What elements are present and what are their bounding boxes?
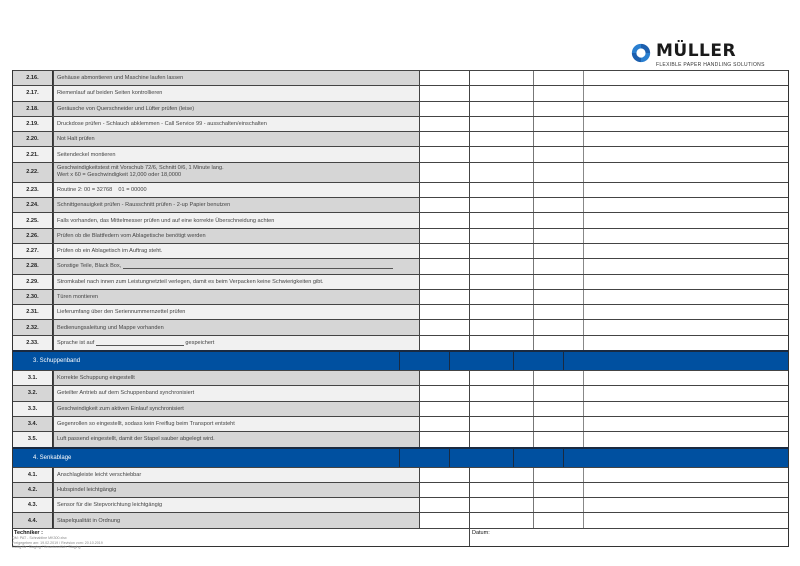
check-cell-b[interactable] — [469, 432, 533, 446]
remarks-cell[interactable] — [583, 259, 788, 273]
check-cell-a[interactable] — [419, 259, 469, 273]
row-text — [53, 163, 419, 182]
check-cell-c[interactable] — [533, 290, 583, 304]
row-number: 3.5. — [13, 432, 53, 446]
check-cell-c[interactable] — [533, 320, 583, 334]
check-cell-b[interactable] — [469, 117, 533, 131]
document-meta — [12, 536, 103, 550]
table-row — [13, 197, 788, 212]
row-text: Riemenlauf auf beiden Seiten kontrollieren — [53, 86, 419, 100]
check-cell-b[interactable] — [469, 386, 533, 400]
header-cell — [449, 449, 513, 467]
check-cell-a[interactable] — [419, 336, 469, 350]
date-label: Datum: — [472, 529, 490, 536]
remarks-cell[interactable] — [583, 147, 788, 161]
check-cell-b[interactable] — [469, 371, 533, 385]
header-cell — [563, 352, 788, 370]
row-number: 2.21. — [13, 147, 53, 161]
row-text: Türen montieren — [53, 290, 419, 304]
table-row — [13, 101, 788, 116]
row-number: 2.24. — [13, 198, 53, 212]
section-title — [33, 449, 399, 467]
row-number: 2.25. — [13, 213, 53, 227]
header-cell — [399, 449, 449, 467]
table-row — [13, 146, 788, 161]
remarks-cell[interactable] — [583, 402, 788, 416]
table-row — [13, 274, 788, 289]
row-number: 2.27. — [13, 244, 53, 258]
check-cell-b[interactable] — [469, 498, 533, 512]
muller-swirl-icon — [630, 42, 652, 64]
remarks-cell[interactable] — [583, 468, 788, 482]
check-cell-b[interactable] — [469, 198, 533, 212]
check-cell-c[interactable] — [533, 275, 583, 289]
check-cell-a[interactable] — [419, 386, 469, 400]
logo-tagline: FLEXIBLE PAPER HANDLING SOLUTIONS — [656, 62, 765, 68]
remarks-cell[interactable] — [583, 371, 788, 385]
row-text: Hubspindel leichtgängig — [53, 483, 419, 497]
check-cell-b[interactable] — [469, 320, 533, 334]
remarks-cell[interactable] — [583, 432, 788, 446]
row-text: Falls vorhanden, das Mittelmesser prüfen und auf eine korrekte Überschneidung achten — [53, 213, 419, 227]
meta-line-2: Freigegeben am: 19.02.2019 / Revision vom: 20.10.2019 — [12, 540, 103, 545]
row-text: Prüfen ob die Blattfedern vom Ablagetische benötigt werden — [53, 229, 419, 243]
table-row — [13, 85, 788, 100]
check-cell-b[interactable] — [469, 468, 533, 482]
table-row — [13, 258, 788, 273]
muller-logo — [630, 40, 765, 70]
row-number: 4.4. — [13, 513, 53, 527]
row-number: 4.1. — [13, 468, 53, 482]
table-row — [13, 385, 788, 400]
row-text: Geräusche von Querschneider und Lüfter prüfen (leise) — [53, 102, 419, 116]
table-row — [13, 482, 788, 497]
table-row — [13, 416, 788, 431]
section-title-text: 4. Senkablage — [33, 454, 72, 461]
check-cell-c[interactable] — [533, 371, 583, 385]
header-cell — [513, 449, 563, 467]
row-text: Gegenrollen so eingestellt, sodass kein Freiflug beim Transport entsteht — [53, 417, 419, 431]
technician-label: Techniker : — [14, 529, 43, 536]
section-title — [33, 352, 399, 370]
check-cell-b[interactable] — [469, 183, 533, 197]
check-cell-a[interactable] — [419, 163, 469, 182]
remarks-cell[interactable] — [583, 386, 788, 400]
remarks-cell[interactable] — [583, 275, 788, 289]
row-number: 2.23. — [13, 183, 53, 197]
check-cell-a[interactable] — [419, 198, 469, 212]
check-cell-c[interactable] — [533, 198, 583, 212]
table-row — [13, 116, 788, 131]
row-number: 3.4. — [13, 417, 53, 431]
row-number: 4.3. — [13, 498, 53, 512]
check-cell-a[interactable] — [419, 483, 469, 497]
check-cell-c[interactable] — [533, 513, 583, 527]
remarks-cell[interactable] — [583, 117, 788, 131]
check-cell-c[interactable] — [533, 71, 583, 85]
row-text: Seitendeckel montieren — [53, 147, 419, 161]
table-row — [13, 335, 788, 350]
check-cell-a[interactable] — [419, 320, 469, 334]
signature-row — [13, 528, 788, 546]
row-text: Luft passend eingestellt, damit der Stapel sauber abgelegt wird. — [53, 432, 419, 446]
table-row — [13, 70, 788, 85]
date-field[interactable] — [469, 529, 788, 546]
row-number: 3.3. — [13, 402, 53, 416]
remarks-cell[interactable] — [583, 320, 788, 334]
row-number: 3.1. — [13, 371, 53, 385]
remarks-cell[interactable] — [583, 244, 788, 258]
check-cell-a[interactable] — [419, 290, 469, 304]
row-text: Bedienungsaleitung und Mappe vorhanden — [53, 320, 419, 334]
check-cell-c[interactable] — [533, 183, 583, 197]
check-cell-b[interactable] — [469, 259, 533, 273]
check-cell-a[interactable] — [419, 417, 469, 431]
check-cell-a[interactable] — [419, 213, 469, 227]
check-cell-c[interactable] — [533, 432, 583, 446]
check-cell-b[interactable] — [469, 305, 533, 319]
table-row — [13, 243, 788, 258]
check-cell-c[interactable] — [533, 244, 583, 258]
row-number: 2.31. — [13, 305, 53, 319]
check-cell-b[interactable] — [469, 417, 533, 431]
remarks-cell[interactable] — [583, 132, 788, 146]
check-cell-b[interactable] — [469, 275, 533, 289]
check-cell-a[interactable] — [419, 402, 469, 416]
table-row — [13, 228, 788, 243]
meta-line-1: QM: PAT - Schnabline MK300.xlsx — [12, 536, 67, 540]
row-text: Sensor für die Stepvorichtung leichtgängig — [53, 498, 419, 512]
meta-line-3: Gültig für: Staging / Verantwortlich: Staging — [12, 545, 81, 550]
row-number: 2.22. — [13, 163, 53, 182]
row-number: 2.32. — [13, 320, 53, 334]
remarks-cell[interactable] — [583, 213, 788, 227]
row-number: 2.33. — [13, 336, 53, 350]
remarks-cell[interactable] — [583, 183, 788, 197]
check-cell-b[interactable] — [469, 132, 533, 146]
section-title-text: 3. Schuppenband — [33, 358, 81, 365]
row-text: Routine 2: 00 = 32768 01 = 00000 — [53, 183, 419, 197]
row-number: 2.18. — [13, 102, 53, 116]
check-cell-c[interactable] — [533, 229, 583, 243]
header-cell — [513, 352, 563, 370]
row-number: 2.19. — [13, 117, 53, 131]
section-header-schuppenband — [13, 350, 788, 370]
check-cell-c[interactable] — [533, 132, 583, 146]
row-number: 2.16. — [13, 71, 53, 85]
table-row — [13, 289, 788, 304]
row-number: 3.2. — [13, 386, 53, 400]
check-cell-a[interactable] — [419, 147, 469, 161]
row-text: Druckdose prüfen - Schlauch abklemmen - Call Service 99 - ausschalten/einschalten — [53, 117, 419, 131]
check-cell-b[interactable] — [469, 102, 533, 116]
check-cell-b[interactable] — [469, 86, 533, 100]
table-row — [13, 182, 788, 197]
check-cell-b[interactable] — [469, 513, 533, 527]
check-cell-c[interactable] — [533, 468, 583, 482]
check-cell-b[interactable] — [469, 229, 533, 243]
remarks-cell[interactable] — [583, 86, 788, 100]
remarks-cell[interactable] — [583, 483, 788, 497]
table-row — [13, 497, 788, 512]
checklist-table — [12, 70, 789, 547]
remarks-cell[interactable] — [583, 71, 788, 85]
check-cell-a[interactable] — [419, 244, 469, 258]
remarks-cell[interactable] — [583, 102, 788, 116]
table-row — [13, 431, 788, 446]
row-text-label: Sonstige Teile, Black Box, — [57, 263, 123, 270]
row-text: Geschwindigkeit zum aktiven Einlauf synchronisiert — [53, 402, 419, 416]
check-cell-c[interactable] — [533, 163, 583, 182]
check-cell-a[interactable] — [419, 183, 469, 197]
table-row — [13, 467, 788, 482]
header-cell — [563, 449, 788, 467]
remarks-cell[interactable] — [583, 513, 788, 527]
row-number: 2.20. — [13, 132, 53, 146]
check-cell-a[interactable] — [419, 86, 469, 100]
check-cell-b[interactable] — [469, 163, 533, 182]
language-fill-in-line[interactable] — [96, 340, 184, 346]
row-number: 2.29. — [13, 275, 53, 289]
check-cell-c[interactable] — [533, 417, 583, 431]
row-text: Lieferumfang über den Seriennummernzettel prüfen — [53, 305, 419, 319]
row-number: 2.28. — [13, 259, 53, 273]
check-cell-b[interactable] — [469, 290, 533, 304]
check-cell-a[interactable] — [419, 229, 469, 243]
check-cell-a[interactable] — [419, 275, 469, 289]
logo-wordmark: MÜLLER — [656, 41, 737, 61]
check-cell-c[interactable] — [533, 305, 583, 319]
header-cell — [399, 352, 449, 370]
table-row — [13, 304, 788, 319]
row-text: Gehäuse abmontieren und Maschine laufen lassen — [53, 71, 419, 85]
check-cell-c[interactable] — [533, 336, 583, 350]
row-text-line-1: Geschwindigkeitstest mit Vorschub 72/6, Schnitt 0/6, 1 Minute lang. — [57, 165, 224, 172]
row-text: Geteilter Antrieb auf dem Schuppenband synchronisiert — [53, 386, 419, 400]
check-cell-c[interactable] — [533, 102, 583, 116]
table-row — [13, 401, 788, 416]
check-cell-a[interactable] — [419, 498, 469, 512]
check-cell-c[interactable] — [533, 117, 583, 131]
table-row — [13, 319, 788, 334]
check-cell-c[interactable] — [533, 213, 583, 227]
row-text: Korrekte Schuppung eingestellt — [53, 371, 419, 385]
table-row — [13, 370, 788, 385]
check-cell-a[interactable] — [419, 432, 469, 446]
check-cell-c[interactable] — [533, 86, 583, 100]
row-text: Stromkabel nach innen zum Leistungnetzteil verlegen, damit es beim Verpacken keine Schwierigkeiten gibt. — [53, 275, 419, 289]
check-cell-b[interactable] — [469, 402, 533, 416]
remarks-cell[interactable] — [583, 198, 788, 212]
check-cell-b[interactable] — [469, 244, 533, 258]
check-cell-b[interactable] — [469, 147, 533, 161]
check-cell-b[interactable] — [469, 336, 533, 350]
table-row — [13, 212, 788, 227]
remarks-cell[interactable] — [583, 229, 788, 243]
check-cell-c[interactable] — [533, 147, 583, 161]
check-cell-a[interactable] — [419, 371, 469, 385]
check-cell-a[interactable] — [419, 132, 469, 146]
row-text-suffix: gespeichert — [183, 339, 215, 346]
check-cell-a[interactable] — [419, 117, 469, 131]
row-text-line-2: Wert x 60 = Geschwindigkeit 12,000 oder 18,0000 — [57, 172, 182, 179]
row-text — [53, 259, 419, 273]
check-cell-a[interactable] — [419, 513, 469, 527]
remarks-cell[interactable] — [583, 290, 788, 304]
row-text: Not Halt prüfen — [53, 132, 419, 146]
check-cell-b[interactable] — [469, 483, 533, 497]
check-cell-b[interactable] — [469, 213, 533, 227]
row-number: 4.2. — [13, 483, 53, 497]
row-number: 2.26. — [13, 229, 53, 243]
row-text: Schnittgenauigkeit prüfen - Rausschnitt prüfen - 2-up Papier benutzen — [53, 198, 419, 212]
check-cell-a[interactable] — [419, 305, 469, 319]
row-text: Stapelqualität in Ordnung — [53, 513, 419, 527]
table-row — [13, 162, 788, 182]
remarks-cell[interactable] — [583, 163, 788, 182]
check-cell-a[interactable] — [419, 102, 469, 116]
header-cell — [449, 352, 513, 370]
row-text — [53, 336, 419, 350]
check-cell-a[interactable] — [419, 468, 469, 482]
remarks-cell[interactable] — [583, 498, 788, 512]
row-text-label: Sprache ist auf — [57, 339, 96, 346]
check-cell-a[interactable] — [419, 71, 469, 85]
row-number: 2.17. — [13, 86, 53, 100]
row-text: Prüfen ob ein Ablagetisch im Auftrag steht. — [53, 244, 419, 258]
check-cell-c[interactable] — [533, 386, 583, 400]
section-header-senkablage — [13, 447, 788, 467]
check-cell-c[interactable] — [533, 402, 583, 416]
row-text: Anschlagleiste leicht verschiebbar — [53, 468, 419, 482]
remarks-cell[interactable] — [583, 336, 788, 350]
table-row — [13, 512, 788, 527]
check-cell-c[interactable] — [533, 483, 583, 497]
check-cell-c[interactable] — [533, 498, 583, 512]
remarks-cell[interactable] — [583, 305, 788, 319]
table-row — [13, 131, 788, 146]
row-number: 2.30. — [13, 290, 53, 304]
check-cell-b[interactable] — [469, 71, 533, 85]
check-cell-c[interactable] — [533, 259, 583, 273]
fill-in-line[interactable] — [123, 263, 393, 269]
remarks-cell[interactable] — [583, 417, 788, 431]
